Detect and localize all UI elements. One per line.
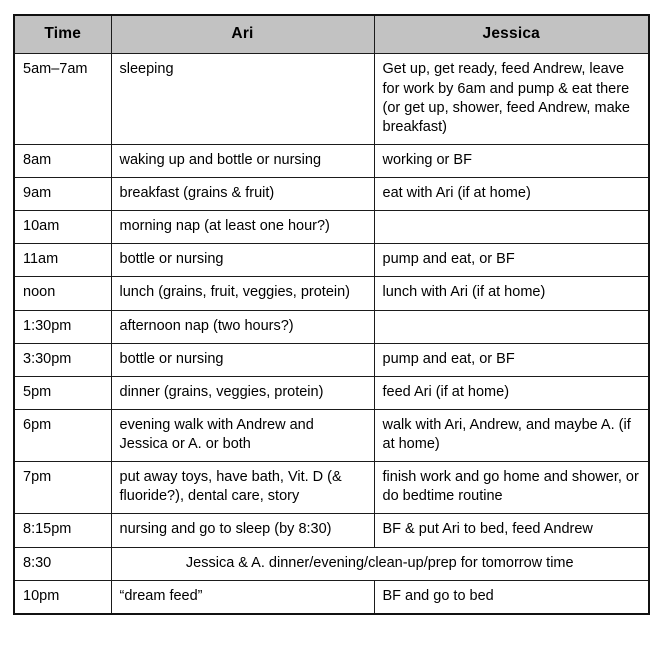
cell-time: 5am–7am — [14, 54, 111, 145]
cell-jessica: lunch with Ari (if at home) — [374, 277, 649, 310]
cell-time: 8am — [14, 144, 111, 177]
schedule-table-container — [13, 14, 648, 615]
cell-jessica — [374, 310, 649, 343]
cell-ari: waking up and bottle or nursing — [111, 144, 374, 177]
cell-time: 3:30pm — [14, 343, 111, 376]
table-header — [14, 15, 649, 54]
cell-ari: lunch (grains, fruit, veggies, protein) — [111, 277, 374, 310]
cell-ari: afternoon nap (two hours?) — [111, 310, 374, 343]
cell-ari: sleeping — [111, 54, 374, 145]
cell-ari: dinner (grains, veggies, protein) — [111, 376, 374, 409]
table-row — [14, 409, 649, 461]
cell-jessica: Get up, get ready, feed Andrew, leave for work by 6am and pump & eat there (or get up, shower, feed Andrew, make breakfast) — [374, 54, 649, 145]
cell-jessica: working or BF — [374, 144, 649, 177]
cell-jessica: BF and go to bed — [374, 580, 649, 614]
table-body — [14, 54, 649, 614]
cell-time: 6pm — [14, 409, 111, 461]
table-row — [14, 514, 649, 547]
cell-jessica: eat with Ari (if at home) — [374, 178, 649, 211]
table-row — [14, 244, 649, 277]
cell-ari: “dream feed” — [111, 580, 374, 614]
cell-jessica: pump and eat, or BF — [374, 343, 649, 376]
cell-time: 10pm — [14, 580, 111, 614]
cell-jessica: walk with Ari, Andrew, and maybe A. (if at home) — [374, 409, 649, 461]
cell-time: 9am — [14, 178, 111, 211]
cell-jessica: finish work and go home and shower, or do bedtime routine — [374, 462, 649, 514]
cell-time: 7pm — [14, 462, 111, 514]
cell-ari: put away toys, have bath, Vit. D (& fluoride?), dental care, story — [111, 462, 374, 514]
cell-ari: bottle or nursing — [111, 343, 374, 376]
table-row — [14, 580, 649, 614]
cell-time: 11am — [14, 244, 111, 277]
cell-time: 10am — [14, 211, 111, 244]
table-row — [14, 178, 649, 211]
table-row — [14, 310, 649, 343]
cell-ari: bottle or nursing — [111, 244, 374, 277]
cell-merged-note: Jessica & A. dinner/evening/clean-up/prep for tomorrow time — [111, 547, 649, 580]
cell-jessica: feed Ari (if at home) — [374, 376, 649, 409]
table-row — [14, 547, 649, 580]
cell-jessica — [374, 211, 649, 244]
cell-ari: evening walk with Andrew and Jessica or A. or both — [111, 409, 374, 461]
column-header-ari: Ari — [111, 15, 374, 54]
cell-ari: nursing and go to sleep (by 8:30) — [111, 514, 374, 547]
table-row — [14, 54, 649, 145]
column-header-time: Time — [14, 15, 111, 54]
cell-time: 8:15pm — [14, 514, 111, 547]
cell-ari: morning nap (at least one hour?) — [111, 211, 374, 244]
table-header-row — [14, 15, 649, 54]
cell-time: 8:30 — [14, 547, 111, 580]
cell-time: 5pm — [14, 376, 111, 409]
table-row — [14, 343, 649, 376]
table-row — [14, 211, 649, 244]
cell-jessica: BF & put Ari to bed, feed Andrew — [374, 514, 649, 547]
table-row — [14, 277, 649, 310]
table-row — [14, 376, 649, 409]
cell-time: noon — [14, 277, 111, 310]
daily-schedule-table — [13, 14, 650, 615]
cell-time: 1:30pm — [14, 310, 111, 343]
table-row — [14, 144, 649, 177]
table-row — [14, 462, 649, 514]
cell-jessica: pump and eat, or BF — [374, 244, 649, 277]
column-header-jessica: Jessica — [374, 15, 649, 54]
cell-ari: breakfast (grains & fruit) — [111, 178, 374, 211]
